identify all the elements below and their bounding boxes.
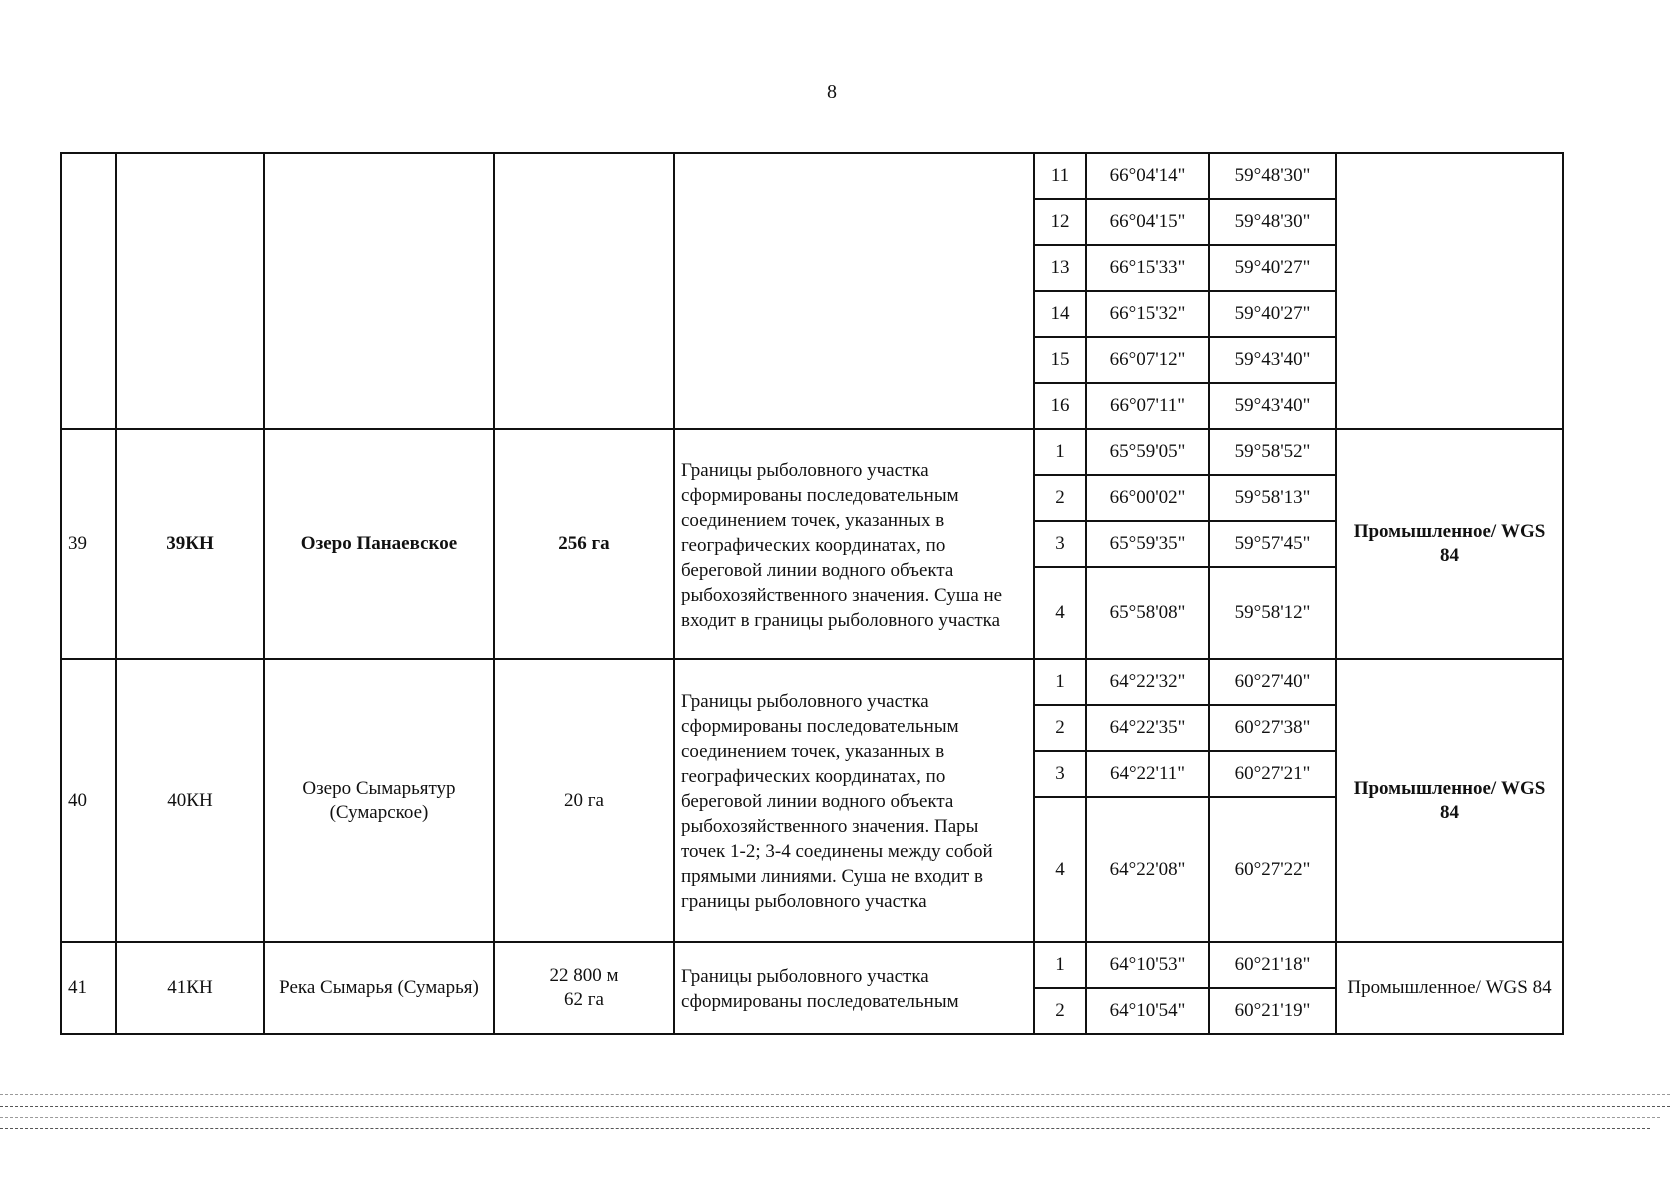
scan-artifact — [0, 1094, 1670, 1096]
page-number: 8 — [827, 81, 837, 103]
point-longitude: 59°43'40" — [1209, 383, 1336, 429]
cell-code: 41КН — [116, 942, 264, 1034]
cell-name: Озеро Панаевское — [264, 429, 494, 659]
point-latitude: 66°00'02" — [1086, 475, 1209, 521]
point-latitude: 66°04'15" — [1086, 199, 1209, 245]
scan-artifact — [0, 1128, 1650, 1130]
cell-name: Река Сымарья (Сумарья) — [264, 942, 494, 1034]
cell-purpose: Промышленное/ WGS 84 — [1336, 659, 1563, 942]
point-longitude: 59°58'12" — [1209, 567, 1336, 659]
cell-description: Границы рыболовного участка сформированы последовательным соединением точек, указанных в географических координатах, по береговой линии водного объекта рыбохозяйственного значения. Суша не входит в границы рыболовного участка — [674, 429, 1034, 659]
point-latitude: 64°22'11" — [1086, 751, 1209, 797]
fishing-areas-table — [60, 152, 1564, 1035]
point-number: 2 — [1034, 705, 1086, 751]
point-number: 1 — [1034, 429, 1086, 475]
cell-no: 40 — [61, 659, 116, 942]
point-number: 11 — [1034, 153, 1086, 199]
cell-area — [494, 153, 674, 429]
point-latitude: 66°07'12" — [1086, 337, 1209, 383]
point-number: 15 — [1034, 337, 1086, 383]
point-latitude: 64°10'54" — [1086, 988, 1209, 1034]
cell-name — [264, 153, 494, 429]
point-longitude: 59°48'30" — [1209, 199, 1336, 245]
cell-area: 256 га — [494, 429, 674, 659]
table-row — [61, 153, 1563, 199]
point-longitude: 60°27'22" — [1209, 797, 1336, 942]
table-row — [61, 429, 1563, 475]
point-longitude: 60°21'18" — [1209, 942, 1336, 988]
table-row — [61, 659, 1563, 705]
cell-purpose — [1336, 153, 1563, 429]
point-latitude: 64°22'32" — [1086, 659, 1209, 705]
point-latitude: 65°59'35" — [1086, 521, 1209, 567]
point-latitude: 64°22'35" — [1086, 705, 1209, 751]
cell-description: Границы рыболовного участка сформированы последовательным — [674, 942, 1034, 1034]
cell-area: 22 800 м 62 га — [494, 942, 674, 1034]
point-longitude: 59°57'45" — [1209, 521, 1336, 567]
point-number: 4 — [1034, 567, 1086, 659]
cell-area: 20 га — [494, 659, 674, 942]
point-longitude: 59°40'27" — [1209, 245, 1336, 291]
point-number: 13 — [1034, 245, 1086, 291]
point-number: 2 — [1034, 988, 1086, 1034]
point-latitude: 66°04'14" — [1086, 153, 1209, 199]
point-longitude: 59°40'27" — [1209, 291, 1336, 337]
point-longitude: 60°21'19" — [1209, 988, 1336, 1034]
cell-no: 41 — [61, 942, 116, 1034]
point-number: 1 — [1034, 942, 1086, 988]
point-latitude: 66°15'32" — [1086, 291, 1209, 337]
point-latitude: 65°58'08" — [1086, 567, 1209, 659]
cell-code: 39КН — [116, 429, 264, 659]
point-number: 16 — [1034, 383, 1086, 429]
point-longitude: 60°27'40" — [1209, 659, 1336, 705]
cell-description: Границы рыболовного участка сформированы последовательным соединением точек, указанных в географических координатах, по береговой линии водного объекта рыбохозяйственного значения. Пары точек 1-2; 3-4 соединены между собой прямыми линиями. Суша не входит в границы рыболовного участка — [674, 659, 1034, 942]
point-latitude: 65°59'05" — [1086, 429, 1209, 475]
point-latitude: 64°22'08" — [1086, 797, 1209, 942]
table-row — [61, 942, 1563, 988]
scan-artifact — [0, 1106, 1670, 1108]
point-latitude: 64°10'53" — [1086, 942, 1209, 988]
cell-name: Озеро Сымарьятур (Сумарское) — [264, 659, 494, 942]
cell-no: 39 — [61, 429, 116, 659]
cell-description — [674, 153, 1034, 429]
point-longitude: 60°27'38" — [1209, 705, 1336, 751]
cell-purpose: Промышленное/ WGS 84 — [1336, 942, 1563, 1034]
cell-purpose: Промышленное/ WGS 84 — [1336, 429, 1563, 659]
point-longitude: 60°27'21" — [1209, 751, 1336, 797]
point-number: 12 — [1034, 199, 1086, 245]
point-latitude: 66°07'11" — [1086, 383, 1209, 429]
point-longitude: 59°43'40" — [1209, 337, 1336, 383]
point-longitude: 59°58'13" — [1209, 475, 1336, 521]
point-number: 2 — [1034, 475, 1086, 521]
point-number: 3 — [1034, 521, 1086, 567]
cell-code: 40КН — [116, 659, 264, 942]
point-number: 1 — [1034, 659, 1086, 705]
point-latitude: 66°15'33" — [1086, 245, 1209, 291]
point-number: 3 — [1034, 751, 1086, 797]
cell-no — [61, 153, 116, 429]
point-number: 4 — [1034, 797, 1086, 942]
scan-artifact — [0, 1117, 1660, 1119]
point-longitude: 59°48'30" — [1209, 153, 1336, 199]
cell-code — [116, 153, 264, 429]
point-longitude: 59°58'52" — [1209, 429, 1336, 475]
point-number: 14 — [1034, 291, 1086, 337]
